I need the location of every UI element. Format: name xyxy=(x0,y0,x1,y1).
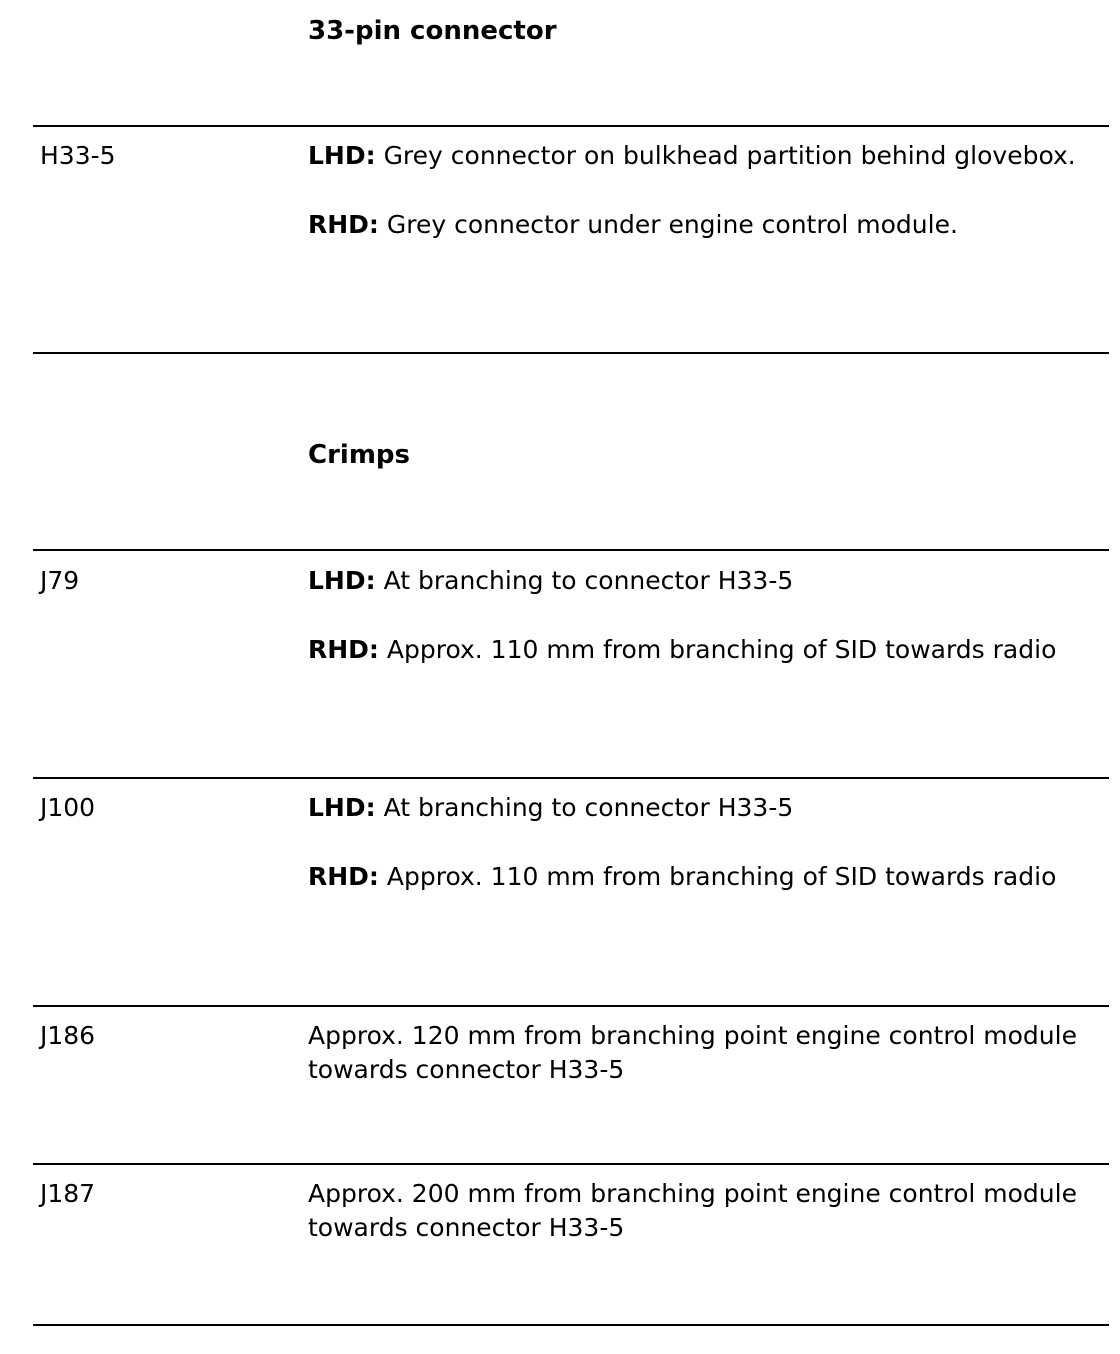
row-description-j79 xyxy=(308,564,1098,667)
divider xyxy=(33,1005,1109,1007)
divider xyxy=(33,1163,1109,1165)
divider xyxy=(33,549,1109,551)
lhd-line xyxy=(308,139,1098,173)
rhd-line xyxy=(308,633,1098,667)
row-code-j186: J186 xyxy=(40,1021,96,1050)
row-description-j100 xyxy=(308,791,1098,894)
section-heading-connector: 33-pin connector xyxy=(308,16,557,46)
location-line: Approx. 120 mm from branching point engine control module towards connector H33-5 xyxy=(308,1021,1077,1084)
lhd-tag: LHD: xyxy=(308,566,376,595)
divider xyxy=(33,352,1109,354)
lhd-text: Grey connector on bulkhead partition behind glovebox. xyxy=(383,141,1076,170)
rhd-line xyxy=(308,208,1098,242)
lhd-tag: LHD: xyxy=(308,141,376,170)
lhd-tag: LHD: xyxy=(308,793,376,822)
lhd-text: At branching to connector H33-5 xyxy=(383,566,794,595)
location-line: Approx. 200 mm from branching point engine control module towards connector H33-5 xyxy=(308,1179,1077,1242)
row-code-j187: J187 xyxy=(40,1179,96,1208)
lhd-text: At branching to connector H33-5 xyxy=(383,793,794,822)
divider xyxy=(33,777,1109,779)
lhd-line xyxy=(308,564,1098,598)
row-description-h33-5 xyxy=(308,139,1098,242)
rhd-line xyxy=(308,860,1098,894)
rhd-tag: RHD: xyxy=(308,210,379,239)
rhd-text: Approx. 110 mm from branching of SID towards radio xyxy=(386,635,1057,664)
row-description-j187 xyxy=(308,1177,1098,1245)
rhd-tag: RHD: xyxy=(308,862,379,891)
divider xyxy=(33,1324,1109,1326)
row-description-j186 xyxy=(308,1019,1098,1087)
rhd-text: Approx. 110 mm from branching of SID towards radio xyxy=(386,862,1057,891)
lhd-line xyxy=(308,791,1098,825)
rhd-tag: RHD: xyxy=(308,635,379,664)
divider xyxy=(33,125,1109,127)
row-code-j79: J79 xyxy=(40,566,80,595)
rhd-text: Grey connector under engine control module. xyxy=(386,210,958,239)
section-heading-crimps: Crimps xyxy=(308,440,410,470)
row-code-j100: J100 xyxy=(40,793,96,822)
row-code-h33-5: H33-5 xyxy=(40,141,116,170)
